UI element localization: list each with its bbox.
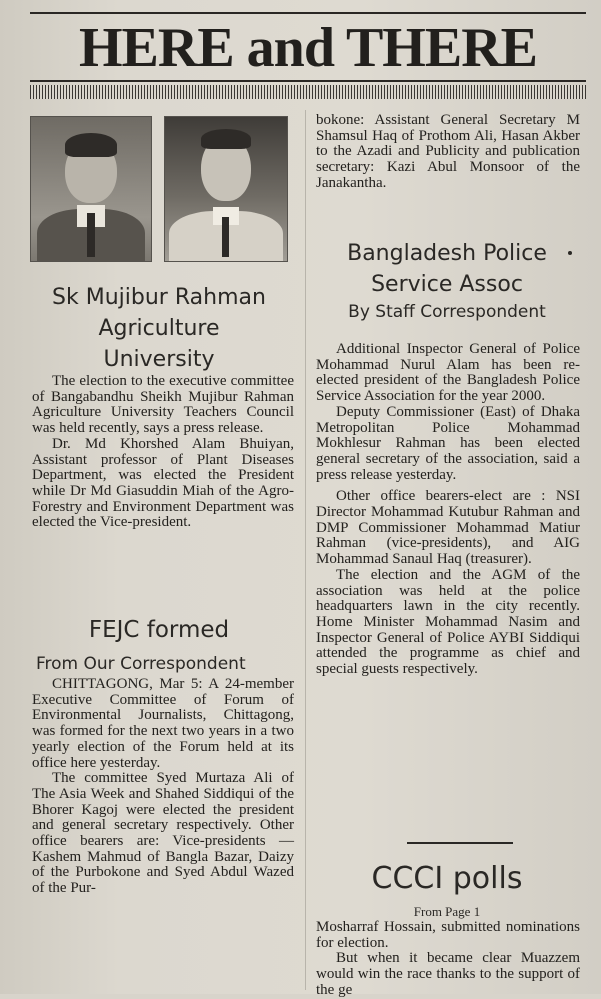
left-portrait bbox=[30, 116, 152, 262]
story1-headline-line2: Agriculture bbox=[98, 316, 220, 341]
story1-paragraph: The election to the executive committee of Bangabandhu Sheikh Mujibur Rahman Agriculture University Teachers Council was held recently, says a press release. bbox=[32, 373, 294, 437]
story1-headline-line3: University bbox=[103, 347, 215, 372]
story1-headline-line1: Sk Mujibur Rahman bbox=[52, 285, 266, 310]
story4-headline: CCCI polls bbox=[371, 861, 523, 896]
story1-headline bbox=[30, 282, 288, 375]
story3-headline-line2: Service Assoc bbox=[371, 272, 523, 297]
story2-paragraph: CHITTAGONG, Mar 5: A 24-member Executive Committee of Forum of Environmental Journalists, Chittagong, was formed for the next two years in a two yearly election of the Forum held at its office here yesterday. bbox=[32, 676, 294, 771]
story2-headline: FEJC formed bbox=[88, 617, 230, 643]
story4-paragraph: But when it became clear Muazzem would win the race thanks to the support of the ge bbox=[316, 950, 580, 998]
story4-body bbox=[316, 920, 580, 999]
story-divider bbox=[407, 842, 513, 844]
story3-body bbox=[316, 342, 580, 678]
headline-bullet bbox=[568, 251, 572, 255]
story3-paragraph: Deputy Commissioner (East) of Dhaka Metropolitan Police Mohammad Mokhlesur Rahman has been elected general secretary of the association, said a press release yesterday. bbox=[316, 403, 580, 483]
story2-body bbox=[32, 677, 294, 897]
masthead-title: HERE and THERE bbox=[78, 17, 538, 79]
story4-jump-line: From Page 1 bbox=[413, 904, 481, 919]
story1-body bbox=[32, 374, 294, 531]
story3-paragraph: Additional Inspector General of Police Mohammad Nurul Alam has been re-elected president of the Bangladesh Police Service Association for the year 2000. bbox=[316, 341, 580, 405]
story3-paragraph: Other office bearers-elect are : NSI Director Mohammad Kutubur Rahman and DMP Commissioner Mohammad Matiur Rahman (vice-presidents), and AIG Mohammad Sanaul Haq (treasurer). bbox=[316, 488, 580, 568]
story3-byline: By Staff Correspondent bbox=[348, 302, 546, 322]
story4-paragraph: Mosharraf Hossain, submitted nominations for election. bbox=[316, 919, 580, 951]
story2-byline: From Our Correspondent bbox=[36, 654, 246, 674]
masthead-rule bbox=[30, 80, 586, 82]
story3-paragraph: The election and the AGM of the association was held at the police headquarters lawn in the city recently. Home Minister Mohammad Nasim and Inspector General of Police AYBI Siddiqui attended the programme as chief and special guests respectively. bbox=[316, 566, 580, 678]
story1-paragraph: Dr. Md Khorshed Alam Bhuiyan, Assistant professor of Plant Diseases Department, was elected the President while Dr Md Giasuddin Miah of the Agro-Forestry and Environment Department was elected the Vice-president. bbox=[32, 435, 294, 531]
right-portrait bbox=[164, 116, 288, 262]
column-separator bbox=[305, 110, 306, 990]
continuation-text bbox=[316, 113, 580, 192]
continuation-paragraph: bokone: Assistant General Secretary M Shamsul Haq of Prothom Ali, Hasan Akber to the Azadi and Publicity and publication secretary: Kazi Abul Monsoor of the Janakantha. bbox=[316, 112, 580, 191]
story2-paragraph: The committee Syed Murtaza Ali of The Asia Week and Shahed Siddiqui of the Bhorer Kagoj were elected the president and general secretary respectively. Other office bearers are: Vice-presidents — Kashem Mahmud of Bangla Bazar, Daizy of the Purbokone and Syed Abdul Wazed of the Pur- bbox=[32, 770, 294, 897]
story3-headline bbox=[318, 238, 576, 300]
masthead-hatch-band bbox=[30, 85, 586, 99]
story3-headline-line1: Bangladesh Police bbox=[347, 241, 547, 266]
